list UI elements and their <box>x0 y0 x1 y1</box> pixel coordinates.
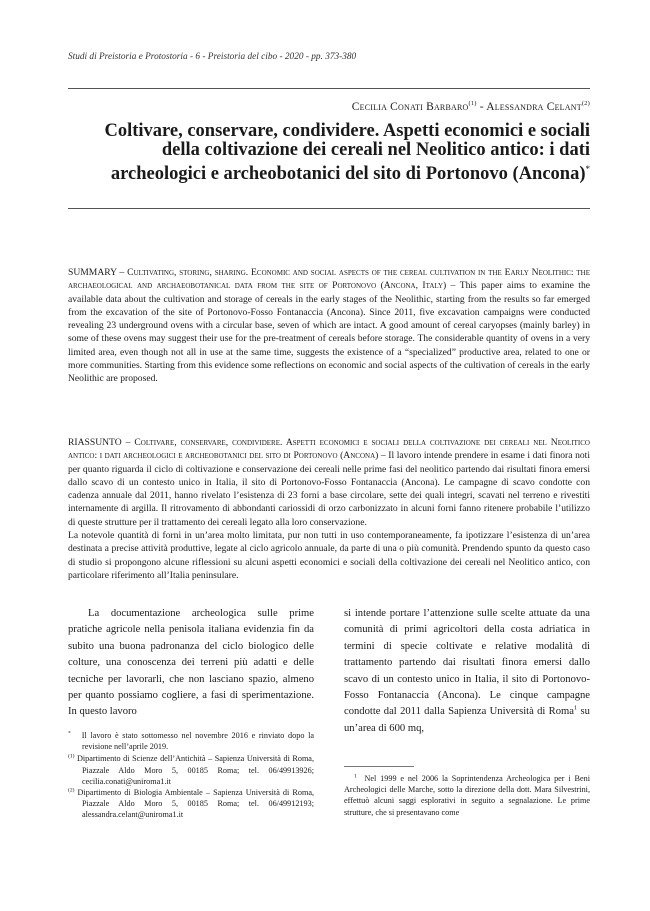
footnote-1-ref: 1 <box>573 704 578 712</box>
summary-label: SUMMARY – <box>68 267 128 278</box>
title-text: Coltivare, conservare, condividere. Aspetti economici e sociali della coltivazione dei cereali nel Neolitico antico: i dati archeologici e archeobotanici del sito di Portonovo (Ancona) <box>104 121 590 185</box>
body-right-text-b: su un’area di 600 mq, <box>344 706 590 734</box>
author-2: Alessandra Celant <box>486 100 582 113</box>
footnote-1-mark: 1 <box>354 773 357 780</box>
footnote-star <box>68 730 314 752</box>
body-right-text-a: si intende portare l’attenzione sulle scelte attuate da una comunità di primi agricoltori della costa adriatica in termini di specie coltivate e relative modalità di trattamento partendo dai risultati finora emersi dallo scavo di un contesto unico in Italia, il sito di Portonovo-Fosso Fontanaccia (Ancona). Le cinque campagne condotte dal 2011 dalla Sapienza Università di Roma <box>344 608 590 718</box>
footnote-star-text: Il lavoro è stato sottomesso nel novembre 2016 e rinviato dopo la revisione nell’aprile 2019. <box>81 731 314 752</box>
title-footnote-mark: * <box>585 164 590 174</box>
footnote-affil-1-text: Dipartimento di Scienze dell’Antichità – Sapienza Università di Roma, Piazzale Aldo Moro 5, 00185 Roma; tel. 06/49913926; cecilia.conati@uniroma1.it <box>76 754 314 786</box>
riassunto-text-1: – Il lavoro intende prendere in esame i dati finora noti per quanto riguarda il ciclo di coltivazione e conservazione dei cereali nelle prime fasi del neolitico partendo dai risultati finora emersi dallo scavo di un contesto unico in Italia, il sito di Portonovo-Fosso Fontanaccia (Ancona). Le campagne di scavo condotte con cadenza annuale dal 2011, hanno rivelato l’esistenza di 23 forni a base circolare, sette dei quali integri, scavati nel terreno e rivestiti internamente di argilla. Il ritrovamento di abbondanti cariossidi di orzo carbonizzato in alcuni forni fanno ritenere probabile l’utilizzo di queste strutture per il trattamento dei cereali legato alla loro conservazione. <box>68 450 590 528</box>
title-rule <box>68 208 590 209</box>
article-title <box>90 122 590 184</box>
riassunto-title: Coltivare, conservare, condividere. Aspetti economici e sociali della coltivazione dei cereali nel Neolitico antico: i dati archeologici e archeobotanici del sito di Portonovo (Ancona) <box>68 437 590 462</box>
author-1-mark: (1) <box>468 100 477 107</box>
footnote-1 <box>344 773 590 818</box>
footnote-affil-2 <box>68 787 314 821</box>
footnote-affil-1 <box>68 753 314 787</box>
running-head: Studi di Preistoria e Protostoria - 6 - Preistoria del cibo - 2020 - pp. 373-380 <box>68 52 357 62</box>
footnote-1-text: Nel 1999 e nel 2006 la Soprintendenza Archeologica per i Beni Archeologici delle Marche, sotto la direzione della dott. Mara Silvestrini, effettuò alcuni saggi esplorativi in seguito a segnalazione. Le prime strutture, che si presentavano come <box>344 774 591 817</box>
body-right-column <box>344 606 590 737</box>
authors <box>352 100 590 113</box>
body-left-column: La documentazione archeologica sulle prime pratiche agricole nella penisola italiana evidenzia fin da subito una buona padronanza del ciclo biologico delle colture, una conoscenza dei terreni più adatti e delle tecniche per lavorarli, che non lasciano spazio, almeno per quanto possiamo cogliere, a fasi di sperimentazione. In questo lavoro <box>68 608 314 718</box>
author-separator: - <box>476 100 487 113</box>
author-2-mark: (2) <box>581 100 590 107</box>
footnote-affil-1-mark: (1) <box>68 753 75 760</box>
summary-title: Cultivating, storing, sharing. Economic and social aspects of the cereal cultivation in the Early Neolithic: the archaeological and archaeobotanical data from the site of Portonovo (Ancona, Italy) <box>68 267 590 292</box>
footnotes-left <box>68 730 314 821</box>
author-1: Cecilia Conati Barbaro <box>351 100 469 113</box>
riassunto-text-2: La notevole quantità di forni in un’area molto limitata, pur non tutti in uso contemporaneamente, fa ipotizzare l’esistenza di un’area destinata a precise attività produttive, legate al ciclo agricolo annuale, da parte di una o più comunità. Prendendo spunto da questo caso di studio si propongono alcune riflessioni su alcuni aspetti economici e sociali della coltivazione dei cereali nel Neolitico antico, con particolare riferimento all’Italia peninsulare. <box>68 530 590 581</box>
riassunto-label: RIASSUNTO – <box>68 437 135 448</box>
riassunto-abstract <box>68 436 590 582</box>
footnote-affil-2-text: Dipartimento di Biologia Ambientale – Sapienza Università di Roma, Piazzale Aldo Moro 5, 00185 Roma; tel. 06/49912193; alessandra.celant@uniroma1.it <box>77 788 314 820</box>
summary-text: – This paper aims to examine the available data about the cultivation and storage of cereals in the early stages of the Neolithic, starting from the results so far emerged from the excavation of the site of Portonovo-Fosso Fontanaccia (Ancona). Since 2011, five excavation campaigns were conducted revealing 23 underground ovens with a circular base, seven of which are intact. A good amount of cereal caryopses (mainly barley) in some of these ovens may suggest their use for the pre-treatment of cereals before storage. The considerable quantity of ovens in a very limited area, even though not all in use at the same time, suggests the existence of a “specialized” productive area, related to one or more communities. Starting from this evidence some reflections on economic and social aspects of the cultivation of cereals in the early Neolithic are proposed. <box>68 280 590 385</box>
header-rule <box>68 88 590 89</box>
footnote-star-mark: * <box>68 730 71 737</box>
footnote-rule <box>344 766 414 767</box>
summary-abstract <box>68 266 590 386</box>
footnote-affil-2-mark: (2) <box>68 787 75 794</box>
